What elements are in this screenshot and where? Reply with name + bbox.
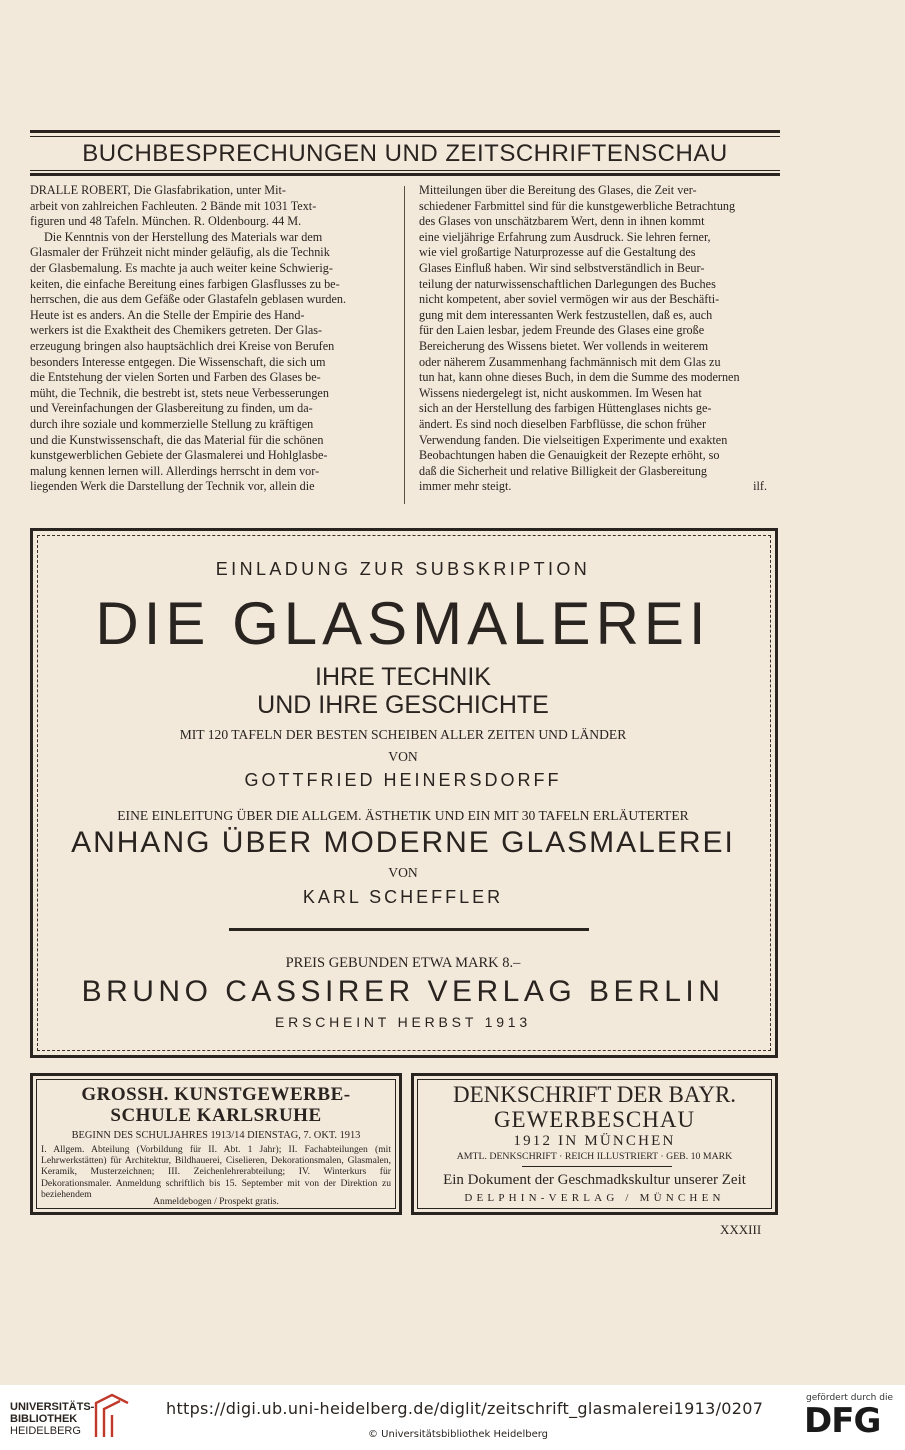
text-line: teilung der naturwissenschaftlichen Darlegungen des Buches xyxy=(419,276,716,291)
dfg-logo: DFG xyxy=(804,1401,881,1441)
text-line: erzeugung bringen also hauptsächlich drei Kreise von Berufen xyxy=(30,338,335,353)
denkschrift-details: AMTL. DENKSCHRIFT · REICH ILLUSTRIERT · GEB. 10 MARK xyxy=(456,1151,733,1162)
text-line: daß die Sicherheit und relative Billigkeit der Glasbereitung xyxy=(419,463,708,478)
library-logo-icon xyxy=(92,1393,132,1439)
ad-appendix: ANHANG ÜBER MODERNE GLASMALEREI xyxy=(71,826,735,859)
ad-intro: EINE EINLEITUNG ÜBER DIE ALLGEM. ÄSTHETIK UND EIN MIT 30 TAFELN ERLÄUTERTER xyxy=(117,808,689,823)
text-line: und die Kunstwissenschaft, die das Material für die schönen xyxy=(30,432,324,447)
school-body: I. Allgem. Abteilung (Vorbildung für II. Abt. 1 Jahr); II. Fachabteilungen (mit Lehrwerkstätten) für Architektur, Bildhauerei, Ciselieren, Dekorationsmalen, Glasmalen, Keramik, Musterzeichnen; III. Zeichenlehrerabteilung; IV. Winterkurs für Dekorationsmaler. Anmeldung schriftlich bis 15. September mit von der Direktion zu beziehendem xyxy=(41,1144,391,1200)
review-column-left xyxy=(30,183,390,495)
library-name-1: UNIVERSITÄTS- xyxy=(10,1401,95,1413)
text-line: wie viel großartige Naturprozesse auf die Gestaltung des xyxy=(419,245,696,260)
subscription-advertisement xyxy=(30,528,778,1058)
header-rule-thin xyxy=(30,136,780,137)
review-closing-line xyxy=(419,479,779,495)
ad-price: PREIS GEBUNDEN ETWA MARK 8.– xyxy=(285,955,521,971)
school-last-line: Anmeldebogen / Prospekt gratis. xyxy=(153,1196,279,1207)
header-rule-bottom xyxy=(30,173,780,176)
text-line: die Entstehung der vielen Sorten und Farben des Glases be- xyxy=(30,370,321,385)
page-number: XXXIII xyxy=(720,1222,762,1237)
text-line: und Vereinfachungen der Glasbereitung zu finden, um da- xyxy=(30,401,313,416)
denkschrift-publisher: DELPHIN-VERLAG / MÜNCHEN xyxy=(464,1192,725,1204)
text-line: Bereicherung des Wissens bietet. Wer vollends in weiterem xyxy=(419,338,709,353)
ad-author-2: KARL SCHEFFLER xyxy=(302,887,504,907)
school-year-start: BEGINN DES SCHULJAHRES 1913/14 DIENSTAG, 7. OKT. 1913 xyxy=(71,1130,361,1141)
column-divider xyxy=(404,186,405,504)
denkschrift-title-2: GEWERBESCHAU xyxy=(493,1107,696,1132)
text-line: Glasmaler der Frühzeit nicht minder geläufig, als die Technik xyxy=(30,245,330,260)
text-line: DRALLE ROBERT, Die Glasfabrikation, unter Mit- xyxy=(30,183,286,197)
school-advertisement xyxy=(30,1073,402,1215)
text-line: müht, die Technik, die bestrebt ist, stets neue Verbesserungen xyxy=(30,385,329,400)
text-line: Glases Einfluß haben. Wir sind selbstverständlich in Beur- xyxy=(419,260,705,275)
text-line: eine vieljährige Erfahrung zum Ausdruck. Sie lehren ferner, xyxy=(419,229,711,244)
funding-note: gefördert durch die xyxy=(806,1393,893,1403)
text-line: figuren und 48 Tafeln. München. R. Oldenbourg. 44 M. xyxy=(30,214,302,229)
ad-author-1: GOTTFRIED HEINERSDORFF xyxy=(244,770,562,790)
ad-plates: MIT 120 TAFELN DER BESTEN SCHEIBEN ALLER ZEITEN UND LÄNDER xyxy=(179,727,627,742)
text-line: keiten, die einfache Bereitung eines farbigen Glasflusses zu be- xyxy=(30,276,340,291)
denkschrift-year: 1912 IN MÜNCHEN xyxy=(513,1133,676,1149)
denkschrift-doc: Ein Dokument der Geschmadkskultur unserer Zeit xyxy=(443,1172,746,1188)
ad-divider xyxy=(229,928,589,931)
review-column-right xyxy=(419,183,779,495)
section-title: BUCHBESPRECHUNGEN UND ZEITSCHRIFTENSCHAU xyxy=(82,140,728,167)
ad-book-title: DIE GLASMALEREI xyxy=(95,590,711,657)
library-name-2: BIBLIOTHEK xyxy=(10,1413,78,1425)
permalink-url[interactable]: https://digi.ub.uni-heidelberg.de/diglit/zeitschrift_glasmalerei1913/0207 xyxy=(166,1399,764,1418)
text-line: durch ihre soziale und kommerzielle Stellung zu kräftigen xyxy=(30,416,314,431)
text-line: werkers ist die Exaktheit des Chemikers getreten. Der Glas- xyxy=(30,323,323,338)
text-line: Heute ist es anders. An die Stelle der Empirie des Hand- xyxy=(30,307,305,322)
denkschrift-advertisement xyxy=(411,1073,778,1215)
ad-subtitle-2: UND IHRE GESCHICHTE xyxy=(257,691,549,719)
text-line: Mitteilungen über die Bereitung des Glases, die Zeit ver- xyxy=(419,183,697,197)
header-rule-mid xyxy=(30,170,780,171)
footer-bar xyxy=(0,1385,905,1450)
text-line: sich an der Herstellung des farbigen Hüttenglases nichts ge- xyxy=(419,401,712,416)
ad-von-2: VON xyxy=(388,865,418,880)
closing-text: immer mehr steigt. xyxy=(419,479,512,494)
reviewer-signature: ilf. xyxy=(753,479,767,494)
library-name-3: HEIDELBERG xyxy=(10,1425,81,1437)
ad-publisher: BRUNO CASSIRER VERLAG BERLIN xyxy=(81,975,725,1008)
library-logo-text xyxy=(10,1401,94,1437)
ad-appears: ERSCHEINT HERBST 1913 xyxy=(275,1014,531,1030)
text-line: für den Laien lesbar, jedem Freunde des Glases eine große xyxy=(419,323,705,338)
text-line: schiedener Farbmittel sind für die kunstgewerbliche Betrachtung xyxy=(419,198,736,213)
text-line: besonders Interesse entgegen. Die Wissenschaft, die sich um xyxy=(30,354,326,369)
denkschrift-title-1: DENKSCHRIFT DER BAYR. xyxy=(452,1082,737,1107)
ad-von-1: VON xyxy=(388,749,418,764)
text-line: Beobachtungen haben die Genauigkeit der Rezepte erhöht, so xyxy=(419,448,720,463)
text-line: des Glases von unschätzbarem Wert, denn in ihnen kommt xyxy=(419,214,705,229)
text-line: Wissens niedergelegt ist, nicht auskommen. Im Wesen hat xyxy=(419,385,702,400)
text-line: ändert. Es sind noch dieselben Farbflüsse, die schon früher xyxy=(419,416,707,431)
text-line: der Glasbemalung. Es machte ja auch weiter keine Schwierig- xyxy=(30,260,333,275)
text-line: arbeit von zahlreichen Fachleuten. 2 Bände mit 1031 Text- xyxy=(30,198,317,213)
copyright-notice: © Universitätsbibliothek Heidelberg xyxy=(368,1429,549,1440)
text-line: kunstgewerblichen Gebiete der Glasmalerei und Hohlglasbe- xyxy=(30,448,328,463)
text-line: malung kennen lernen will. Allerdings herrscht in dem vor- xyxy=(30,463,320,478)
text-line: tun hat, kann ohne dieses Buch, in dem die Summe des modernen xyxy=(419,370,740,385)
school-title-1: GROSSH. KUNSTGEWERBE- xyxy=(81,1084,351,1105)
ad-invite: EINLADUNG ZUR SUBSKRIPTION xyxy=(215,559,591,579)
text-line: herrschen, die aus dem Gefäße oder Glastafeln geblasen wurden. xyxy=(30,292,347,307)
text-line: Verwendung fanden. Die vielseitigen Experimente und exakten xyxy=(419,432,728,447)
header-rule-top xyxy=(30,130,780,133)
denkschrift-rule xyxy=(522,1166,672,1167)
text-line: Die Kenntnis von der Herstellung des Materials war dem xyxy=(44,229,323,244)
text-line: liegenden Werk die Darstellung der Technik vor, allein die xyxy=(30,479,315,494)
ad-subtitle-1: IHRE TECHNIK xyxy=(315,663,491,691)
school-title-2: SCHULE KARLSRUHE xyxy=(110,1105,322,1126)
text-line: oder näherem Zusammenhang fachmännisch mit dem Glas zu xyxy=(419,354,721,369)
text-line: gung mit dem interessanten Werk festzustellen, daß es, auch xyxy=(419,307,713,322)
text-line: nicht kompetent, aber soviel vermögen wir aus der Beschäfti- xyxy=(419,292,720,307)
